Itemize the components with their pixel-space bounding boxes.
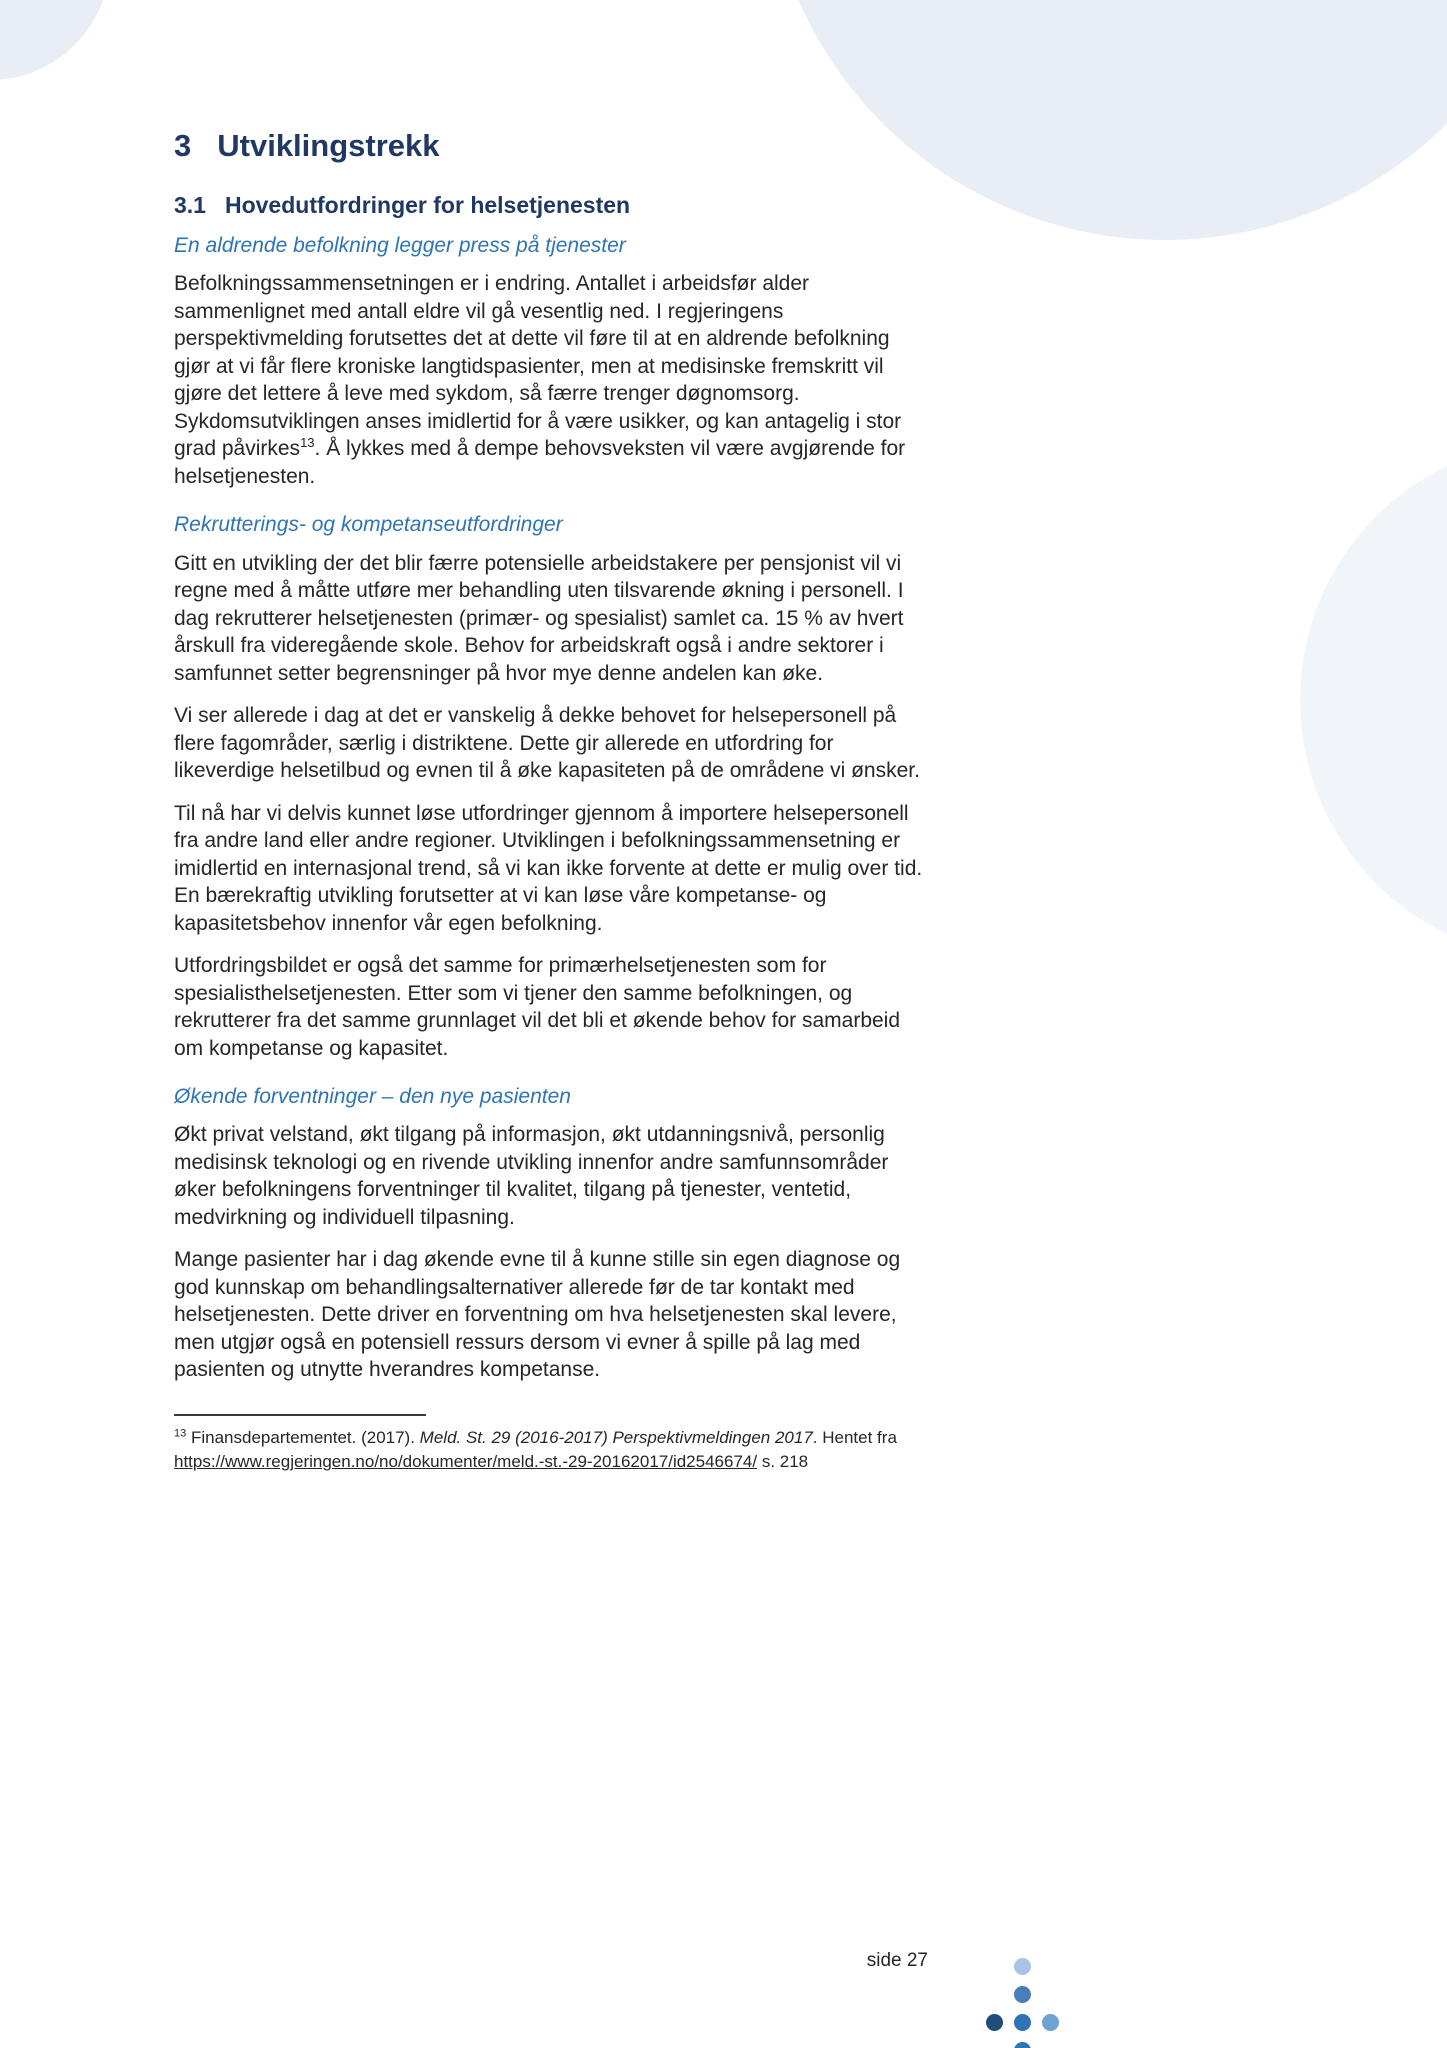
paragraph-recruitment-4: Utfordringsbildet er også det samme for primærhelsetjenesten som for spesialisthelsetjenesten. Etter som vi tjener den samme befolkningen, og rekrutterer fra det samme grunnlaget vil det bli et økende behov for samarbeid om kompetanse og kapasitet. [174,954,901,1060]
page-number: side 27 [866,1950,928,1971]
logo-dot-icon [1014,2042,1031,2048]
paragraph-recruitment-2: Vi ser allerede i dag at det er vanskelig å dekke behovet for helsepersonell på flere fagområder, særlig i distriktene. Dette gir allerede en utfordring for likeverdige helsetilbud og evnen til å øke kapasiteten på de områdene vi ønsker. [174,704,920,783]
footnote-13 [174,1426,916,1474]
lead-heading-recruitment: Rekrutterings- og kompetanseutfordringer [174,513,563,537]
logo-dot-icon [1014,2014,1031,2031]
paragraph-recruitment-3: Til nå har vi delvis kunnet løse utfordringer gjennom å importere helsepersonell fra andre land eller andre regioner. Utviklingen i befolkningssammensetning er imidlertid en internasjonal trend, så vi kan ikke forvente at dette er mulig over tid. En bærekraftig utvikling forutsetter at vi kan løse våre kompetanse- og kapasitetsbehov innenfor vår egen befolkning. [174,801,923,935]
paragraph-recruitment-1: Gitt en utvikling der det blir færre potensielle arbeidstakere per pensjonist vil vi regne med å måtte utføre mer behandling uten tilsvarende økning i personell. I dag rekrutterer helsetjenesten (primær- og spesialist) samlet ca. 15 % av hvert årskull fra videregående skole. Behov for arbeidskraft også i andre sektorer i samfunnet setter begrensninger på hvor mye denne andelen kan øke. [174,551,904,685]
subsection-title: Hovedutfordringer for helsetjenesten [224,191,631,218]
organization-logo [978,1950,1070,2048]
subsection-number: 3.1 [174,191,206,218]
footnote-text: s. 218 [757,1451,809,1471]
footnote-area [174,1414,928,1474]
lead-heading-aging-population: En aldrende befolkning legger press på tjenester [174,234,626,258]
decorative-circle-right-middle [1300,440,1447,960]
decorative-circle-top-left [0,0,110,80]
logo-dot-icon [1014,1986,1031,2003]
section-title: Utviklingstrekk [217,128,440,163]
paragraph-text: . Å lykkes med å dempe behovsveksten vil være avgjørende for helsetjenesten. [174,437,906,488]
lead-heading-expectations: Økende forventninger – den nye pasienten [174,1085,571,1109]
paragraph-text: Befolkningssammensetningen er i endring. Antallet i arbeidsfør alder sammenlignet med antall eldre vil gå vesentlig ned. I regjeringens perspektivmelding forutsettes det at dette vil føre til at en aldrende befolkning gjør at vi får flere kroniske langtidspasienter, men at medisinske fremskritt vil gjøre det lettere å leve med sykdom, så færre trenger døgnomsorg. Sykdomsutviklingen anses imidlertid for å være usikker, og kan antagelig i stor grad påvirkes [174,272,902,461]
subsection-heading [174,192,928,220]
footnote-marker: 13 [174,1427,187,1440]
footnote-reference-13[interactable]: 13 [300,435,315,451]
footnote-text: Finansdepartementet. (2017). [186,1427,420,1447]
paragraph-expectations-2: Mange pasienter har i dag økende evne til å kunne stille sin egen diagnose og god kunnskap om behandlingsalternativer allerede før de tar kontakt med helsetjenesten. Dette driver en forventning om hva helsetjenesten skal levere, men utgjør også en potensiell ressurs dersom vi evner å spille på lag med pasienten og utnytte hverandres kompetanse. [174,1248,901,1382]
footnote-source-title: Meld. St. 29 (2016-2017) Perspektivmeldingen 2017 [419,1427,813,1447]
paragraph-aging-population [174,270,928,490]
logo-dot-icon [1042,2014,1059,2031]
section-number: 3 [174,128,192,163]
logo-dot-icon [986,2014,1003,2031]
footnote-separator [174,1414,426,1416]
footnote-text: . Hentet fra [812,1427,897,1447]
paragraph-expectations-1: Økt privat velstand, økt tilgang på informasjon, økt utdanningsnivå, personlig medisinsk teknologi og en rivende utvikling innenfor andre samfunnsområder øker befolkningens forventninger til kvalitet, tilgang på tjenester, ventetid, medvirkning og individuell tilpasning. [174,1123,889,1229]
page-content [174,128,928,1474]
section-heading [174,128,928,164]
footnote-url-link[interactable]: https://www.regjeringen.no/no/dokumenter/meld.-st.-29-20162017/id2546674/ [174,1451,758,1471]
logo-dot-icon [1014,1958,1031,1975]
